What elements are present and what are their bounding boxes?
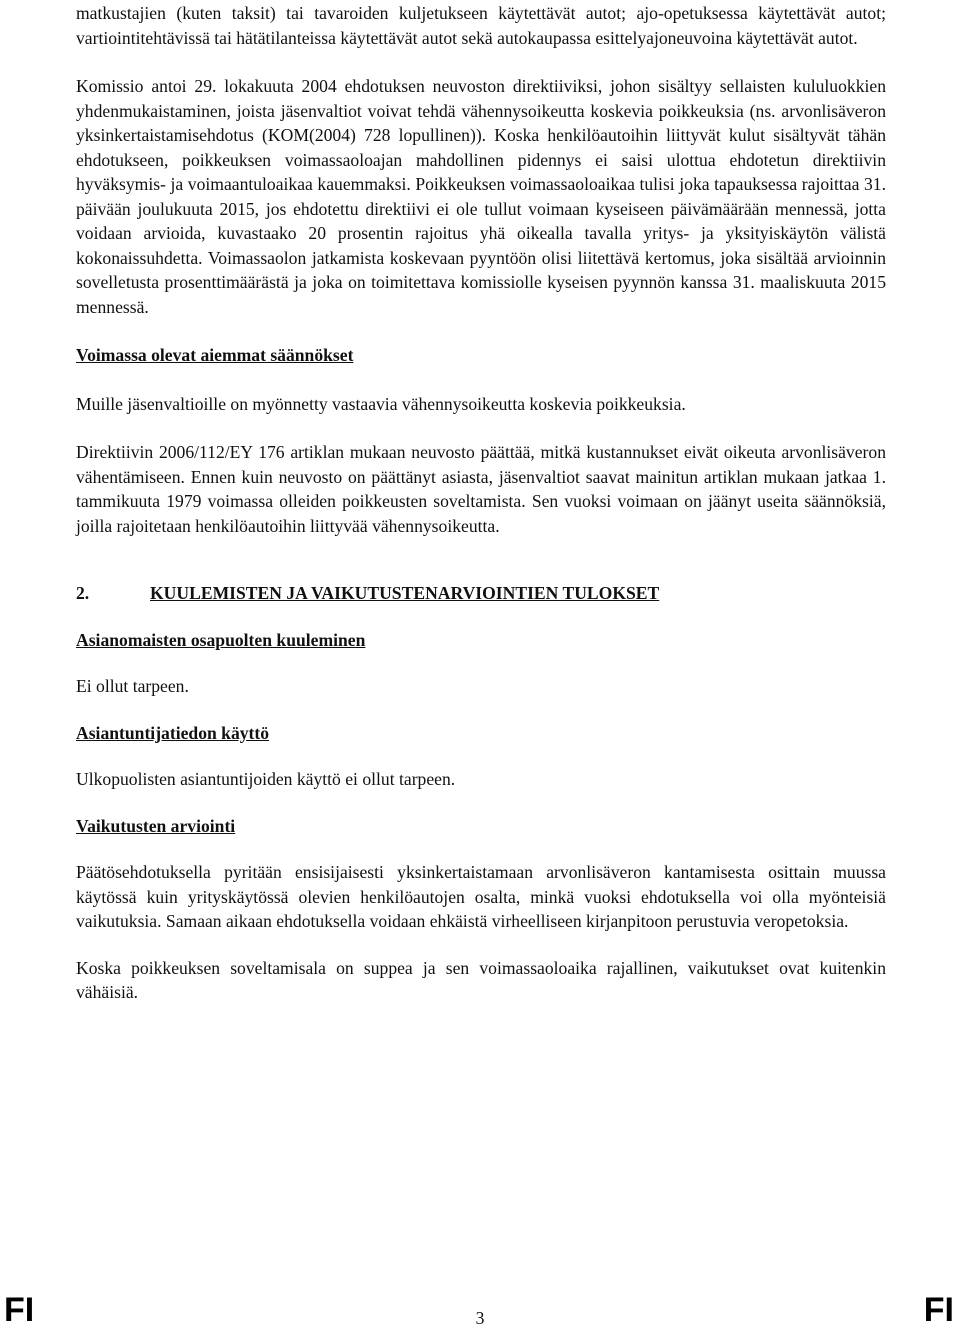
paragraph-commission-proposal: Komissio antoi 29. lokakuuta 2004 ehdotuksen neuvoston direktiiviksi, johon sisältyy sellaisten kululuokkien yhdenmukaistaminen, joista jäsenvaltiot voivat tehdä vähennysoikeutta koskevia poikkeuksia (ns. arvonlisäveron yksinkertaistamisehdotus (KOM(2004) 728 lopullinen)). Koska henkilöautoihin liittyvät kulut sisältyvät tähän ehdotukseen, poikkeuksen voimassaoloajan mahdollinen pidennys ei saisi ulottua ehdotetun direktiivin hyväksymis- ja voimaantuloaikaa kauemmaksi. Poikkeuksen voimassaoloaikaa tulisi joka tapauksessa rajoittaa 31. päivään joulukuuta 2015, jos ehdotettu direktiivi ei ole tullut voimaan kyseiseen päivämäärään mennessä, jotta voidaan arvioida, kuvastaako 20 prosentin rajoitus yhä oikealla tavalla yritys- ja yksityiskäytön välistä kokonaissuhdetta. Voimassaolon jatkamista koskevaan pyyntöön olisi liitettävä kertomus, joka sisältää arvioinnin sovelletusta prosenttimäärästä ja joka on toimitettava komissiolle kyseisen pyynnön kanssa 31. maaliskuuta 2015 mennessä. [76, 76, 886, 317]
subheading-stakeholder-consultation: Asianomaisten osapuolten kuuleminen [76, 629, 366, 650]
paragraph-impact-text-1: Päätösehdotuksella pyritään ensisijaisesti yksinkertaistamaan arvonlisäveron kantamisesta osittain muussa käytössä kuin yrityskäytössä olevien henkilöautojen osalta, minkä vuoksi ehdotuksella voi olla myönteisiä vaikutuksia. Samaan aikaan ehdotuksella voidaan ehkäistä virheelliseen kirjanpitoon perustuvia veropetoksia. [76, 862, 886, 931]
section-title: KUULEMISTEN JA VAIKUTUSTENARVIOINTIEN TULOKSET [150, 583, 660, 603]
section-2-heading [76, 581, 886, 606]
paragraph-other-member-states: Muille jäsenvaltioille on myönnetty vastaavia vähennysoikeutta koskevia poikkeuksia. [76, 393, 686, 414]
footer-page-number: 3 [475, 1308, 485, 1328]
section-number: 2. [76, 583, 90, 603]
paragraph-impact-text-2: Koska poikkeuksen soveltamisala on suppea ja sen voimassaoloaika rajallinen, vaikutukset ovat kuitenkin vähäisiä. [76, 957, 886, 1002]
paragraph-vehicle-categories: matkustajien (kuten taksit) tai tavaroiden kuljetukseen käytettävät autot; ajo-opetuksessa käytettävät autot; vartiointitehtävissä tai hätätilanteissa käytettävät autot sekä autokaupassa esittelyajoneuvoina käytettävät autot. [76, 3, 886, 48]
subheading-impact-assessment: Vaikutusten arviointi [76, 815, 236, 836]
footer-language-code-left: FI [4, 1291, 35, 1329]
document-page [76, 0, 886, 1005]
paragraph-expertise-text: Ulkopuolisten asiantuntijoiden käyttö ei ollut tarpeen. [76, 769, 456, 789]
paragraph-consultation-text: Ei ollut tarpeen. [76, 676, 189, 696]
subheading-expertise-use: Asiantuntijatiedon käyttö [76, 722, 270, 743]
heading-existing-provisions: Voimassa olevat aiemmat säännökset [76, 345, 354, 365]
footer-language-code-right: FI [923, 1291, 954, 1329]
paragraph-directive-2006-112: Direktiivin 2006/112/EY 176 artiklan mukaan neuvosto päättää, mitkä kustannukset eivät oikeuta arvonlisäveron vähentämiseen. Ennen kuin neuvosto on päättänyt asiasta, jäsenvaltiot saavat mainitun artiklan mukaan jatkaa 1. tammikuuta 1979 voimassa olleiden poikkeusten soveltamista. Sen vuoksi voimaan on jäänyt useita säännöksiä, joilla rajoitetaan henkilöautoihin liittyvää vähennysoikeutta. [76, 442, 886, 536]
